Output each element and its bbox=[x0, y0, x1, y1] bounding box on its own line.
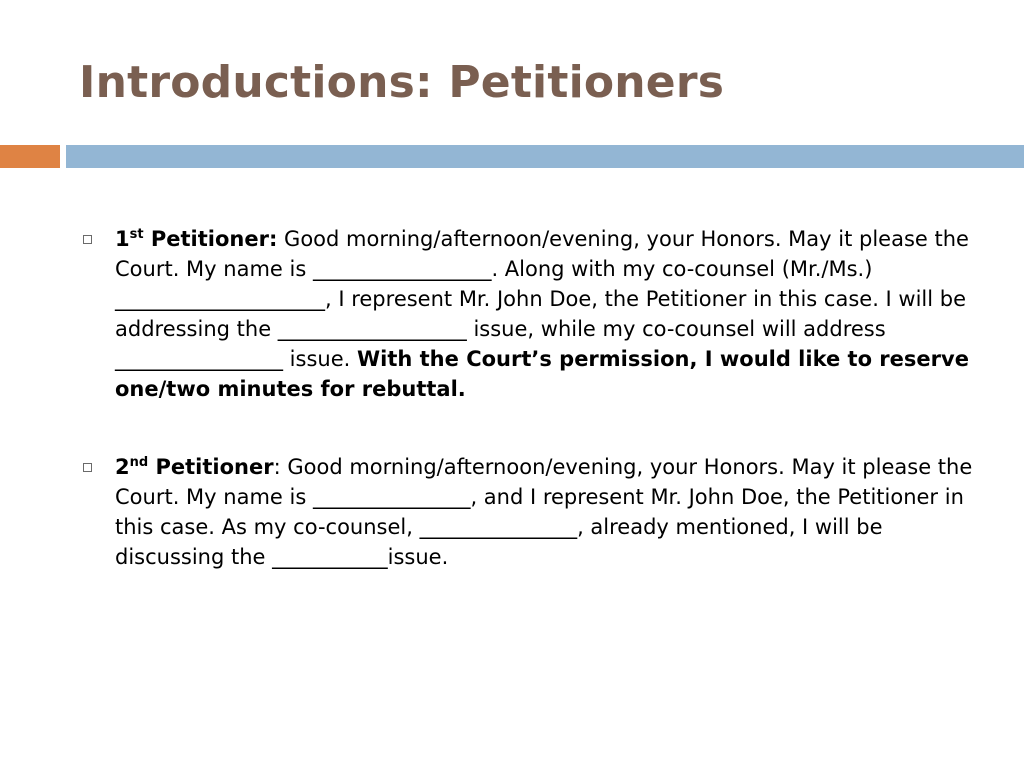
slide-title: Introductions: Petitioners bbox=[79, 57, 725, 108]
bullet-first-petitioner bbox=[76, 224, 976, 404]
square-bullet-icon bbox=[83, 235, 92, 244]
petitioner-label: Petitioner bbox=[148, 455, 274, 479]
ordinal-suffix: st bbox=[129, 227, 144, 242]
bullet-list bbox=[76, 224, 976, 572]
ordinal-suffix: nd bbox=[129, 455, 149, 470]
square-bullet-icon bbox=[83, 463, 92, 472]
petitioner-label: Petitioner: bbox=[143, 227, 278, 251]
title-underline-bar bbox=[66, 145, 1024, 168]
bullet-text: Good morning/afternoon/evening, your Honors. May it please the Court. My name is _________________. Along with my co-counsel (Mr./Ms.) ____________________, I represent Mr. John Doe, the Petitioner in this case. I will be addressing the __________________ issue, while my co-counsel will address ________________ issue. bbox=[115, 227, 969, 371]
petitioner-number: 1 bbox=[115, 227, 130, 251]
accent-bar bbox=[0, 145, 60, 168]
bullet-text: : Good morning/afternoon/evening, your Honors. May it please the Court. My name is _______________, and I represent Mr. John Doe, the Petitioner in this case. As my co-counsel, _______________, already mentioned, I will be discussing the ___________issue. bbox=[115, 455, 973, 569]
bullet-second-petitioner bbox=[76, 452, 976, 572]
petitioner-number: 2 bbox=[115, 455, 130, 479]
bullet-closing-bold: With the Court’s permission, I would like to reserve one/two minutes for rebuttal. bbox=[115, 347, 969, 401]
